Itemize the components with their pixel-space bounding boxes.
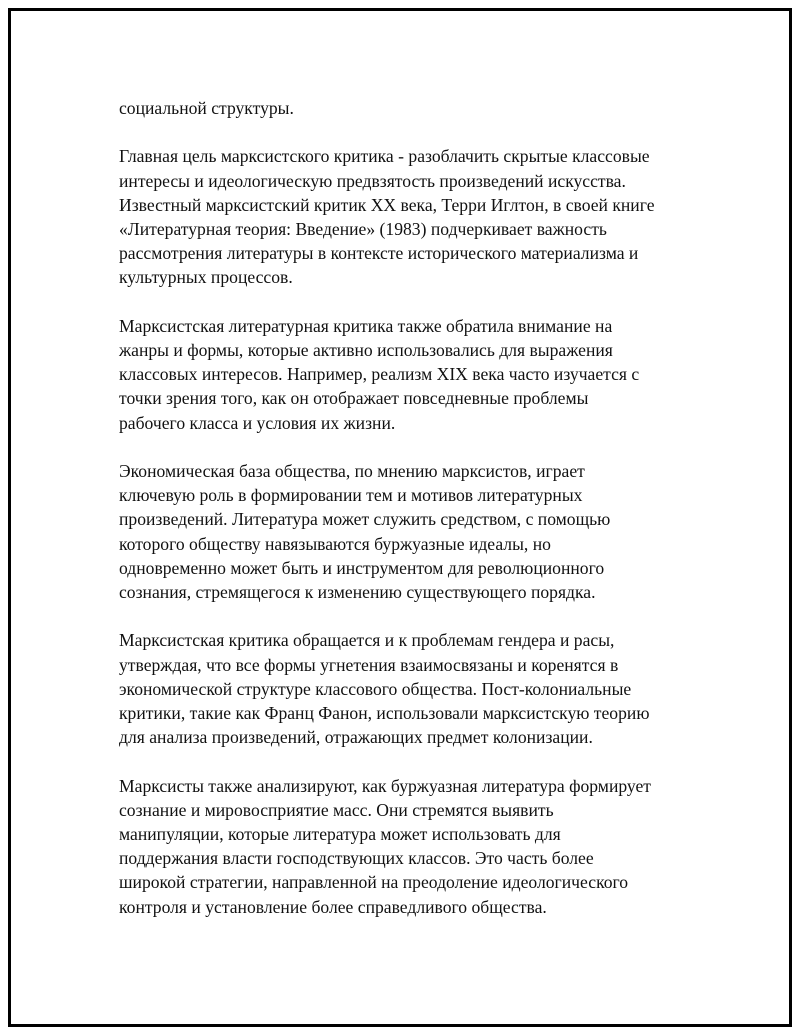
- text-line: Известный марксистский критик XX века, Терри Иглтон, в своей книге: [119, 194, 655, 215]
- text-line: широкой стратегии, направленной на преодоление идеологического: [119, 872, 629, 893]
- text-line: жанры и формы, которые активно использовались для выражения: [119, 340, 613, 360]
- text-line: сознания, стремящегося к изменению существующего порядка.: [119, 582, 596, 603]
- text-line: манипуляции, которые литература может использовать для: [119, 824, 561, 845]
- text-line: культурных процессов.: [119, 267, 293, 288]
- text-line: социальной структуры.: [119, 98, 294, 118]
- text-line: рассмотрения литературы в контексте исторического материализма и: [119, 243, 639, 264]
- text-line: произведений. Литература может служить средством, с помощью: [119, 509, 611, 530]
- text-line: контроля и установление более справедливого общества.: [119, 896, 547, 917]
- text-line: классовых интересов. Например, реализм XIX века часто изучается с: [119, 364, 640, 385]
- paragraph-2: [119, 144, 694, 289]
- text-line: одновременно может быть и инструментом для революционного: [119, 557, 605, 578]
- text-line: рабочего класса и условия их жизни.: [119, 412, 396, 433]
- paragraph-1: [119, 96, 694, 120]
- text-line: утверждая, что все формы угнетения взаимосвязаны и коренятся в: [119, 654, 619, 675]
- document-body: [119, 96, 694, 943]
- text-line: Марксистская критика обращается и к проблемам гендера и расы,: [119, 630, 615, 651]
- text-line: для анализа произведений, отражающих предмет колонизации.: [119, 727, 593, 748]
- text-line: критики, такие как Франц Фанон, использовали марксистскую теорию: [119, 703, 650, 724]
- paragraph-3: [119, 314, 694, 435]
- text-line: которого обществу навязываются буржуазные идеалы, но: [119, 533, 551, 554]
- text-line: поддержания власти господствующих классов. Это часть более: [119, 848, 594, 869]
- text-line: интересы и идеологическую предвзятость произведений искусства.: [119, 170, 626, 191]
- text-line: Марксистская литературная критика также обратила внимание на: [119, 315, 613, 336]
- text-line: сознание и мировосприятие масс. Они стремятся выявить: [119, 799, 554, 820]
- paragraph-6: [119, 774, 694, 919]
- text-line: точки зрения того, как он отображает повседневные проблемы: [119, 388, 589, 409]
- text-line: экономической структуре классового общества. Пост-колониальные: [119, 678, 632, 699]
- paragraph-5: [119, 628, 694, 749]
- text-line: Марксисты также анализируют, как буржуазная литература формирует: [119, 775, 651, 796]
- text-line: ключевую роль в формировании тем и мотивов литературных: [119, 485, 583, 506]
- paragraph-4: [119, 459, 694, 604]
- text-line: Главная цель марксистского критика - разоблачить скрытые классовые: [119, 146, 650, 167]
- text-line: Экономическая база общества, по мнению марксистов, играет: [119, 461, 585, 481]
- text-line: «Литературная теория: Введение» (1983) подчеркивает важность: [119, 219, 607, 239]
- page-frame: [8, 8, 792, 1027]
